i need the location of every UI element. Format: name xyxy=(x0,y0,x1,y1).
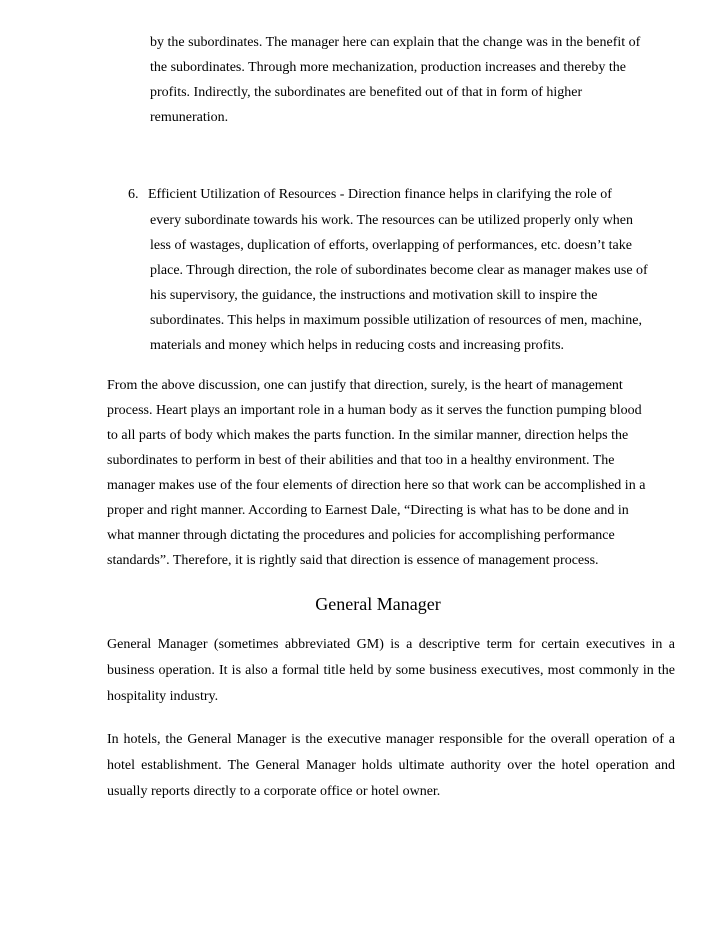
point-6-line: materials and money which helps in reducing costs and increasing profits. xyxy=(150,338,565,353)
continuation-line: profits. Indirectly, the subordinates are benefited out of that in form of higher xyxy=(150,85,583,100)
conclusion-line: what manner through dictating the procedures and policies for accomplishing performance xyxy=(107,528,615,543)
conclusion-line: subordinates to perform in best of their abilities and that too in a healthy environment. The xyxy=(107,453,615,468)
conclusion-line: process. Heart plays an important role in a human body as it serves the function pumping blood xyxy=(107,403,642,418)
point-6-line: his supervisory, the guidance, the instructions and motivation skill to inspire the xyxy=(150,288,598,303)
conclusion-line: proper and right manner. According to Earnest Dale, “Directing is what has to be done and in xyxy=(107,503,629,518)
point-6-title-line: Efficient Utilization of Resources - Direction finance helps in clarifying the role of xyxy=(148,187,612,202)
point-6-line: place. Through direction, the role of subordinates become clear as manager makes use of xyxy=(150,263,648,278)
continuation-line: by the subordinates. The manager here can explain that the change was in the benefit of xyxy=(150,35,641,50)
conclusion-line: to all parts of body which makes the parts function. In the similar manner, direction helps the xyxy=(107,428,629,443)
conclusion-line: From the above discussion, one can justify that direction, surely, is the heart of management xyxy=(107,378,623,393)
point-6-line: less of wastages, duplication of efforts, overlapping of performances, etc. doesn’t take xyxy=(150,238,632,253)
section-heading: General Manager xyxy=(315,594,441,614)
point-6-line: subordinates. This helps in maximum possible utilization of resources of men, machine, xyxy=(150,313,642,328)
continuation-line: remuneration. xyxy=(150,110,229,125)
conclusion-line: manager makes use of the four elements of direction here so that work can be accomplished in a xyxy=(107,478,646,493)
conclusion-line: standards”. Therefore, it is rightly said that direction is essence of management process. xyxy=(107,553,599,568)
list-number: 6. xyxy=(128,187,139,202)
point-6-line: every subordinate towards his work. The resources can be utilized properly only when xyxy=(150,213,633,228)
gm-hotels-paragraph: In hotels, the General Manager is the executive manager responsible for the overall operation of a hotel establishment. The General Manager holds ultimate authority over the hotel operation and usually reports directly to a corporate office or hotel owner. xyxy=(107,732,675,799)
continuation-line: the subordinates. Through more mechanization, production increases and thereby the xyxy=(150,60,626,75)
gm-definition-paragraph: General Manager (sometimes abbreviated GM) is a descriptive term for certain executives in a business operation. It is also a formal title held by some business executives, most commonly in the hospitality industry. xyxy=(107,637,675,704)
